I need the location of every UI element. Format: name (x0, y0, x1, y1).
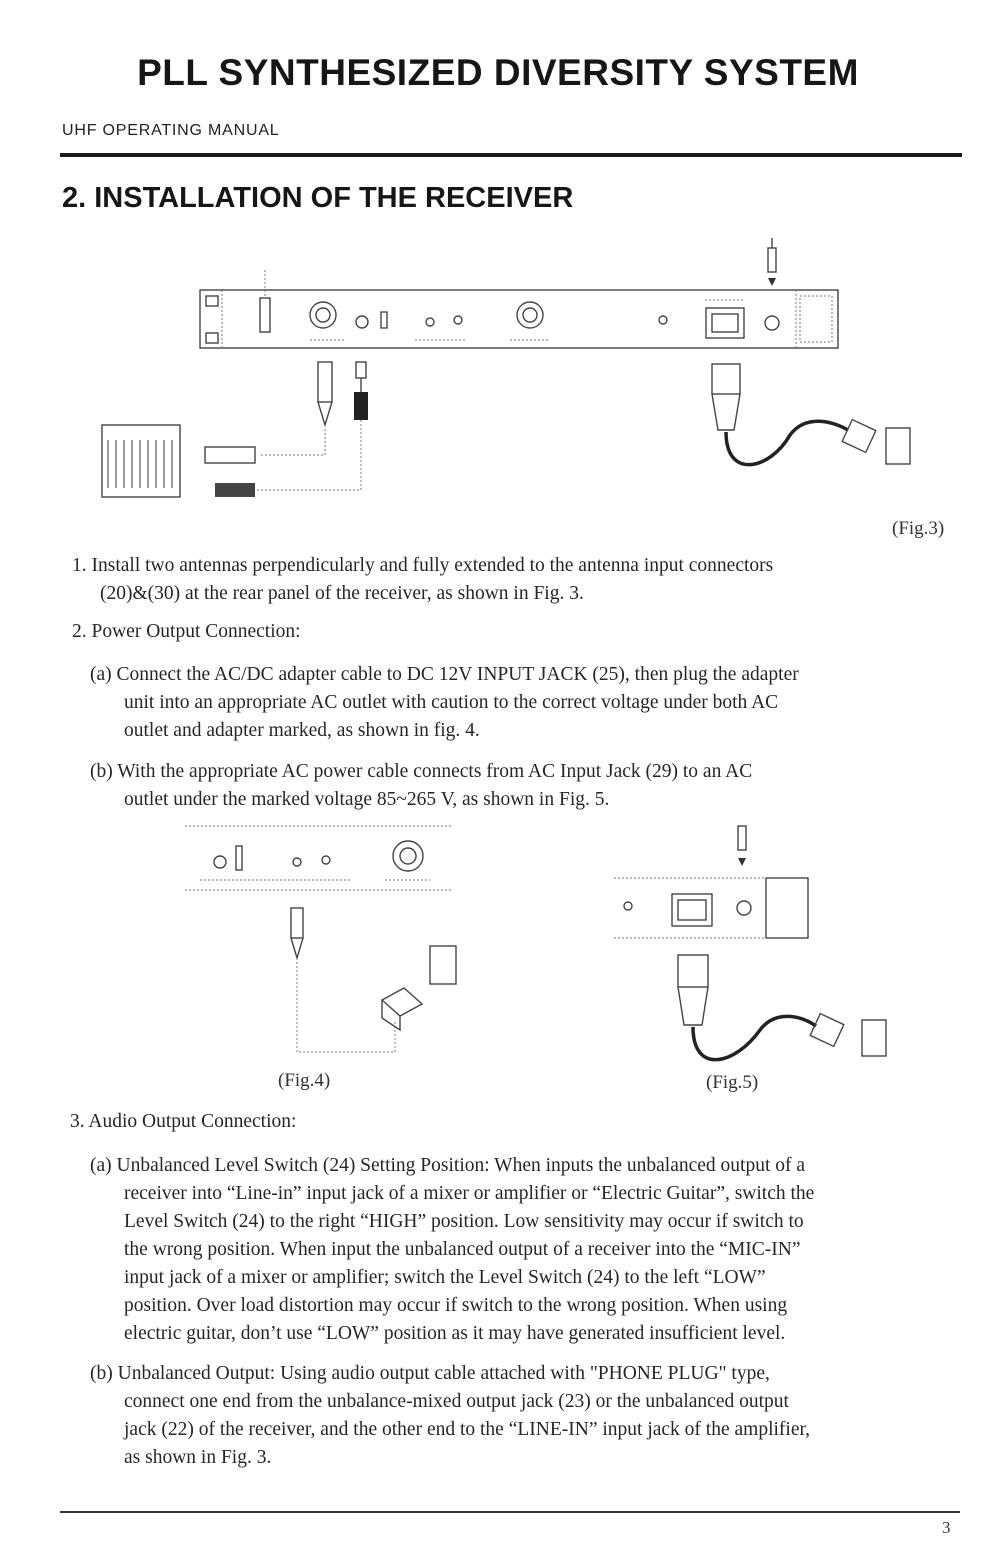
item1-line1: 1. Install two antennas perpendicularly and fully extended to the antenna input connectors (72, 555, 774, 576)
power-switch-icon (737, 901, 751, 915)
mixer-icon (102, 425, 180, 497)
power-switch-icon (765, 316, 779, 330)
phone-jack-icon (356, 316, 368, 328)
item3a-line7: electric guitar, don’t use “LOW” position as it may have generated insufficient level. (124, 1323, 786, 1344)
ac-plug-icon (712, 364, 740, 394)
item2a-line3: outlet and adapter marked, as shown in fig. 4. (124, 720, 480, 741)
item2-heading: 2. Power Output Connection: (72, 621, 301, 642)
fig5-drawing (614, 826, 886, 1060)
manual-subtitle: UHF OPERATING MANUAL (62, 122, 280, 139)
item1-line2: (20)&(30) at the rear panel of the receiver, as shown in Fig. 3. (100, 583, 584, 604)
item3a-line4: the wrong position. When input the unbalanced output of a receiver into the “MIC-IN” (124, 1239, 801, 1260)
phone-plug-icon (356, 362, 366, 378)
fig4-caption: (Fig.4) (278, 1070, 331, 1091)
item3a-line3: Level Switch (24) to the right “HIGH” position. Low sensitivity may occur if switch to (124, 1211, 804, 1232)
page-number: 3 (942, 1518, 951, 1537)
fig3-drawing (102, 238, 910, 497)
item3a-line5: input jack of a mixer or amplifier; switch the Level Switch (24) to the left “LOW” (124, 1267, 766, 1288)
item3a-line2: receiver into “Line-in” input jack of a mixer or amplifier or “Electric Guitar”, switch the (124, 1183, 815, 1204)
fig4-drawing (185, 826, 456, 1052)
wall-plug-icon (842, 420, 876, 453)
fig3-caption: (Fig.3) (892, 518, 945, 539)
item3b-line3: jack (22) of the receiver, and the other end to the “LINE-IN” input jack of the amplifier, (124, 1419, 811, 1440)
wall-outlet-icon (886, 428, 910, 464)
wall-plug-icon (810, 1014, 844, 1047)
wall-outlet-icon (430, 946, 456, 984)
section-title: 2. INSTALLATION OF THE RECEIVER (62, 182, 574, 214)
page-title: PLL SYNTHESIZED DIVERSITY SYSTEM (137, 52, 859, 93)
fig5-caption: (Fig.5) (706, 1072, 759, 1093)
wall-outlet-icon (862, 1020, 886, 1056)
xlr-plug-icon (318, 362, 332, 402)
item3a-line6: position. Over load distortion may occur if switch to the wrong position. When using (124, 1295, 788, 1316)
item3a-line1: (a) Unbalanced Level Switch (24) Setting Position: When inputs the unbalanced output of a (90, 1155, 806, 1176)
footer-rule (60, 1511, 960, 1513)
antenna-connector-icon (260, 298, 270, 332)
xlr-jack-icon (310, 302, 336, 328)
item3b-line4: as shown in Fig. 3. (124, 1447, 272, 1468)
dc-plug-icon (291, 908, 303, 938)
item2b-line1: (b) With the appropriate AC power cable connects from AC Input Jack (29) to an AC (90, 761, 753, 782)
xlr-jack-icon (517, 302, 543, 328)
item3b-line1: (b) Unbalanced Output: Using audio output cable attached with "PHONE PLUG" type, (90, 1363, 770, 1384)
receiver-rear-panel (200, 290, 838, 348)
level-switch-icon (381, 312, 387, 328)
ac-plug-icon (678, 955, 708, 987)
item2b-line2: outlet under the marked voltage 85~265 V, as shown in Fig. 5. (124, 789, 610, 810)
item3b-line2: connect one end from the unbalance-mixed output jack (23) or the unbalanced output (124, 1391, 789, 1412)
item2a-line1: (a) Connect the AC/DC adapter cable to DC 12V INPUT JACK (25), then plug the adapter (90, 664, 799, 685)
item3-heading: 3. Audio Output Connection: (70, 1111, 297, 1132)
ac-adapter-icon (382, 988, 422, 1016)
xlr-jack-icon (393, 841, 423, 871)
item2a-line2: unit into an appropriate AC outlet with caution to the correct voltage under both AC (124, 692, 779, 713)
